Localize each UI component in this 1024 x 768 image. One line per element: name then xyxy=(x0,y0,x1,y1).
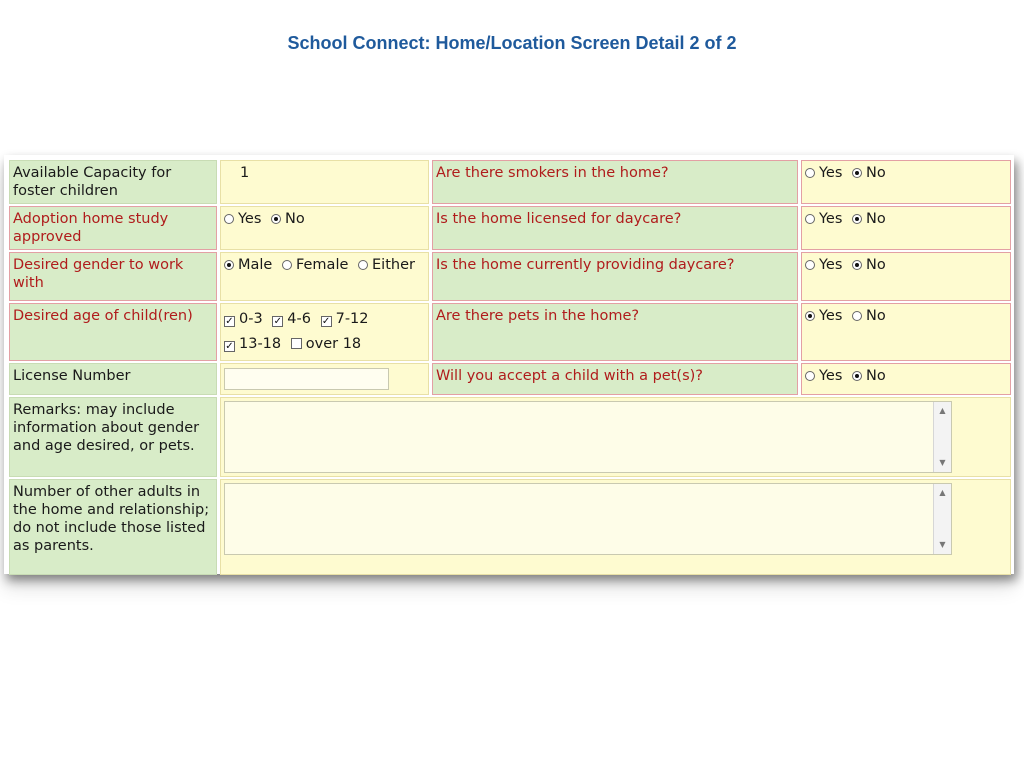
accept-pet-options xyxy=(801,363,1011,395)
gender-male-option[interactable]: Male xyxy=(224,257,272,273)
adults-textarea[interactable] xyxy=(224,483,952,555)
scroll-down-icon[interactable]: ▼ xyxy=(939,540,946,549)
slide-title: School Connect: Home/Location Screen Detail 2 of 2 xyxy=(287,33,737,53)
age-4-6-option[interactable]: ✓ 4-6 xyxy=(273,311,311,327)
daycare-licensed-yes-option[interactable]: Yes xyxy=(805,211,842,227)
home-location-form xyxy=(6,158,1014,577)
adults-cell xyxy=(220,479,1011,575)
form-screenshot xyxy=(4,155,1014,574)
remarks-textarea[interactable] xyxy=(224,401,952,473)
daycare-providing-options xyxy=(801,252,1011,301)
adoption-no-radio[interactable] xyxy=(271,214,281,224)
age-over-18-option[interactable]: over 18 xyxy=(291,336,361,352)
adoption-yes-radio[interactable] xyxy=(224,214,234,224)
daycare-providing-no-radio[interactable] xyxy=(852,260,862,270)
smokers-yes-option[interactable]: Yes xyxy=(805,165,842,181)
smokers-options xyxy=(801,160,1011,204)
daycare-providing-no-option[interactable]: No xyxy=(852,257,886,273)
license-label: License Number xyxy=(9,363,217,395)
age-4-6-checkbox[interactable]: ✓ xyxy=(273,316,282,327)
daycare-licensed-label: Is the home licensed for daycare? xyxy=(432,206,798,250)
gender-label: Desired gender to work with xyxy=(9,252,217,301)
accept-pet-no-radio[interactable] xyxy=(852,371,862,381)
age-0-3-option[interactable]: ✓ 0-3 xyxy=(225,311,263,327)
capacity-label: Available Capacity for foster children xyxy=(9,160,217,204)
scroll-down-icon[interactable]: ▼ xyxy=(939,458,946,467)
accept-pet-no-option[interactable]: No xyxy=(852,368,886,384)
adoption-yes-option[interactable]: Yes xyxy=(224,211,261,227)
pets-no-option[interactable]: No xyxy=(852,308,886,324)
daycare-licensed-no-option[interactable]: No xyxy=(852,211,886,227)
gender-either-option[interactable]: Either xyxy=(358,257,415,273)
pets-options xyxy=(801,303,1011,361)
daycare-licensed-yes-radio[interactable] xyxy=(805,214,815,224)
daycare-licensed-options xyxy=(801,206,1011,250)
gender-female-option[interactable]: Female xyxy=(282,257,348,273)
age-7-12-checkbox[interactable]: ✓ xyxy=(321,316,331,327)
daycare-providing-yes-option[interactable]: Yes xyxy=(805,257,842,273)
age-over-18-checkbox[interactable] xyxy=(291,338,302,349)
age-0-3-checkbox[interactable]: ✓ xyxy=(225,316,234,327)
remarks-label: Remarks: may include information about gender and age desired, or pets. xyxy=(9,397,217,477)
accept-pet-label: Will you accept a child with a pet(s)? xyxy=(432,363,798,395)
gender-either-radio[interactable] xyxy=(358,260,368,270)
pets-label: Are there pets in the home? xyxy=(432,303,798,361)
scroll-up-icon[interactable]: ▲ xyxy=(939,488,946,497)
gender-female-radio[interactable] xyxy=(282,260,292,270)
age-options xyxy=(220,303,429,361)
daycare-licensed-no-radio[interactable] xyxy=(852,214,862,224)
age-13-18-option[interactable]: ✓ 13-18 xyxy=(225,336,282,352)
capacity-value: 1 xyxy=(240,165,250,181)
adoption-options xyxy=(220,206,429,250)
pets-yes-option[interactable]: Yes xyxy=(805,308,842,324)
scroll-up-icon[interactable]: ▲ xyxy=(939,406,946,415)
smokers-no-radio[interactable] xyxy=(852,168,862,178)
age-7-12-option[interactable]: ✓ 7-12 xyxy=(321,311,369,327)
remarks-scrollbar[interactable] xyxy=(933,402,951,472)
capacity-field[interactable] xyxy=(220,160,429,204)
accept-pet-yes-option[interactable]: Yes xyxy=(805,368,842,384)
adults-label: Number of other adults in the home and relationship; do not include those listed as parents. xyxy=(9,479,217,575)
smokers-label: Are there smokers in the home? xyxy=(432,160,798,204)
adults-scrollbar[interactable] xyxy=(933,484,951,554)
age-13-18-checkbox[interactable]: ✓ xyxy=(225,341,234,352)
smokers-no-option[interactable]: No xyxy=(852,165,886,181)
pets-yes-radio[interactable] xyxy=(805,311,815,321)
smokers-yes-radio[interactable] xyxy=(805,168,815,178)
daycare-providing-label: Is the home currently providing daycare? xyxy=(432,252,798,301)
daycare-providing-yes-radio[interactable] xyxy=(805,260,815,270)
remarks-cell xyxy=(220,397,1011,477)
accept-pet-yes-radio[interactable] xyxy=(805,371,815,381)
adoption-no-option[interactable]: No xyxy=(271,211,305,227)
adoption-label: Adoption home study approved xyxy=(9,206,217,250)
license-input[interactable] xyxy=(224,368,389,390)
gender-male-radio[interactable] xyxy=(224,260,234,270)
license-cell xyxy=(220,363,429,395)
gender-options xyxy=(220,252,429,301)
pets-no-radio[interactable] xyxy=(852,311,862,321)
age-label: Desired age of child(ren) xyxy=(9,303,217,361)
